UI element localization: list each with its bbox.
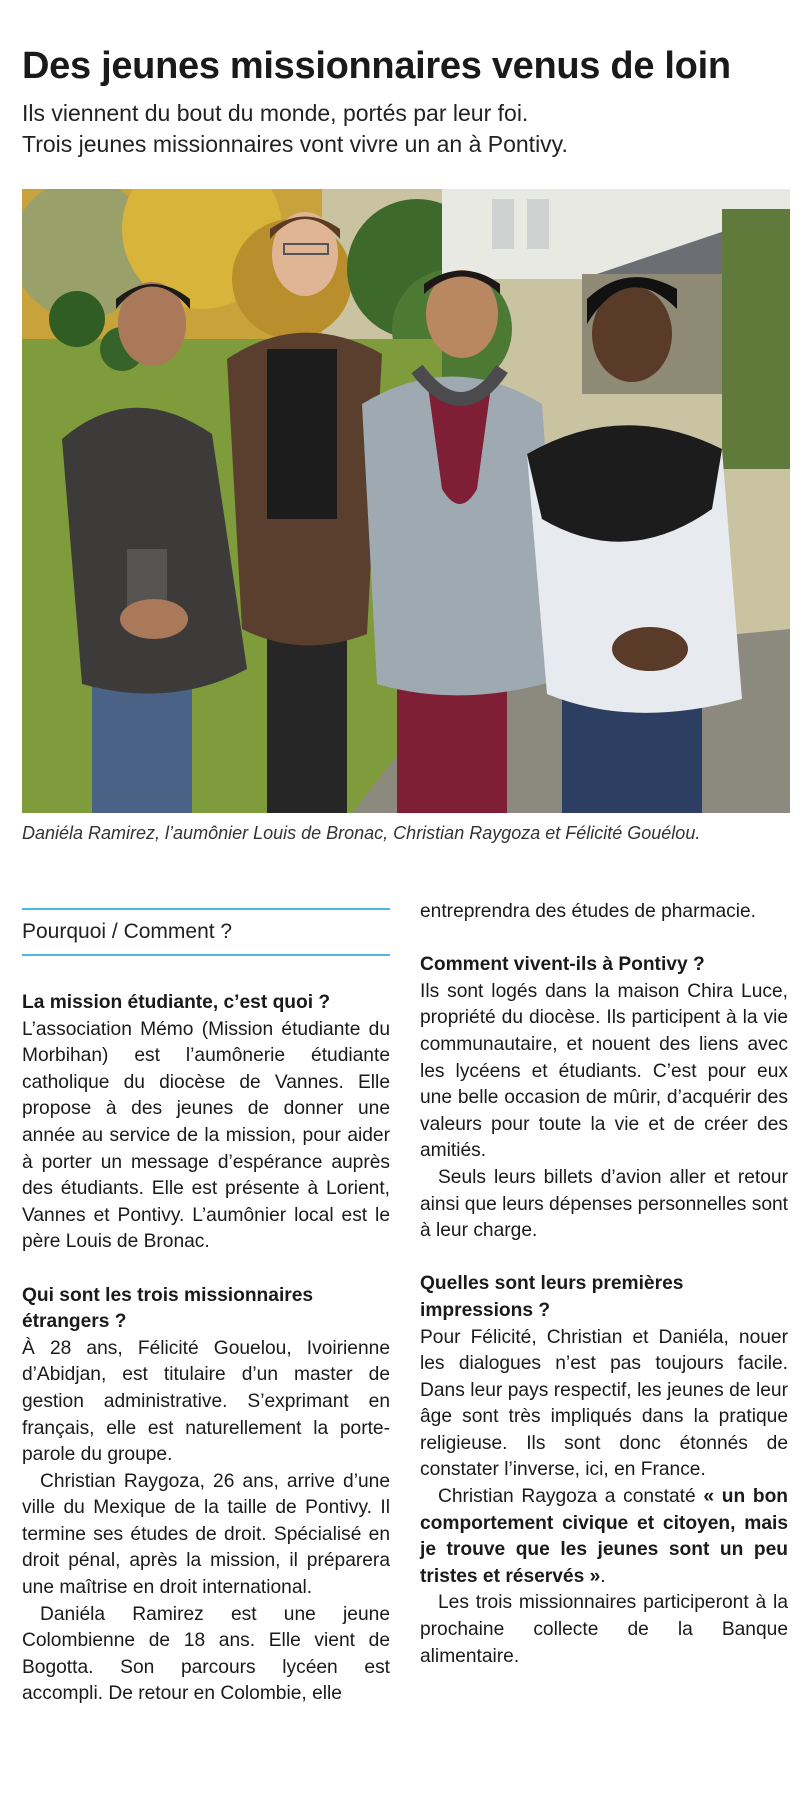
paragraph-living-2: Seuls leurs billets d’avion aller et retour ainsi que leurs dépenses personnelles sont à leur charge. xyxy=(420,1166,789,1242)
standfirst-line-2: Trois jeunes missionnaires vont vivre un an à Pontivy. xyxy=(22,131,568,157)
paragraph-mission-1: L’association Mémo (Mission étudiante du Morbihan) est l’aumônerie étudiante catholique du diocèse de Vannes. Elle propose à des jeunes de donner une année au service de la mission, pour aider à porter un message d’espérance auprès des étudiants. Elle est présente à Lorient, Vannes et Pontivy. L’aumônier local est le père Louis de Bronac. xyxy=(22,1018,390,1253)
article-column-right xyxy=(420,899,788,1670)
quote-intro: Christian Raygoza a constaté xyxy=(438,1486,704,1508)
paragraph-who-1: À 28 ans, Félicité Gouelou, Ivoirienne d’Abidjan, est titulaire d’un master de gestion administrative. S’exprimant en français, elle est naturellement la porte-parole du groupe. xyxy=(22,1337,390,1466)
photo-caption: Daniéla Ramirez, l’aumônier Louis de Bronac, Christian Raygoza et Félicité Gouélou. xyxy=(22,823,701,843)
paragraph-impressions-3: Les trois missionnaires participeront à la prochaine collecte de la Banque alimentaire. xyxy=(420,1592,788,1667)
question-living: Comment vivent-ils à Pontivy ? xyxy=(420,954,705,976)
spacer xyxy=(420,926,788,953)
quote-end: . xyxy=(600,1565,606,1587)
question-mission: La mission étudiante, c’est quoi ? xyxy=(22,992,331,1013)
paragraph-who-3-continued: entreprendra des études de pharmacie. xyxy=(420,901,756,922)
paragraph-living-1: Ils sont logés dans la maison Chira Luce, propriété du diocèse. Ils participent à la vie communautaire, et nouent des liens avec les lycéens et étudiants. C’est pour eux une belle occasion de mûrir, d’acquérir des valeurs pour toute la vie et de créer des amitiés. xyxy=(420,980,788,1162)
paragraph-impressions-2 xyxy=(420,1484,788,1590)
article-column-left xyxy=(22,900,390,1708)
standfirst xyxy=(22,98,792,160)
question-who: Qui sont les trois missionnaires étrangers ? xyxy=(22,1284,314,1333)
standfirst-line-1: Ils viennent du bout du monde, portés par leur foi. xyxy=(22,100,529,126)
quote-text: « un bon comportement civique et citoyen, mais je trouve que les jeunes sont un peu tristes et réservés » xyxy=(420,1486,789,1587)
headline: Des jeunes missionnaires venus de loin xyxy=(22,45,731,87)
box-title: Pourquoi / Comment ? xyxy=(22,908,390,956)
question-impressions: Quelles sont leurs premières impressions ? xyxy=(420,1273,684,1321)
group-photo xyxy=(22,189,790,813)
paragraph-impressions-1: Pour Félicité, Christian et Daniéla, nouer les dialogues n’est pas toujours facile. Dans leur pays respectif, les jeunes de leur âge sont très impliqués dans la pratique religieuse. Ils sont donc étonnés de constater l’inverse, ici, en France. xyxy=(420,1326,788,1481)
group-photo-illustration xyxy=(22,189,790,813)
paragraph-who-2: Christian Raygoza, 26 ans, arrive d’une ville du Mexique de la taille de Pontivy. Il termine ses études de droit. Spécialisé en droit pénal, après la mission, il préparera une maîtrise en droit international. xyxy=(22,1470,390,1599)
paragraph-who-3: Daniéla Ramirez est une jeune Colombienne de 18 ans. Elle vient de Bogotta. Son parcours lycéen est accompli. De retour en Colombie, elle xyxy=(22,1603,390,1705)
spacer xyxy=(420,1245,788,1272)
spacer xyxy=(22,1256,390,1283)
